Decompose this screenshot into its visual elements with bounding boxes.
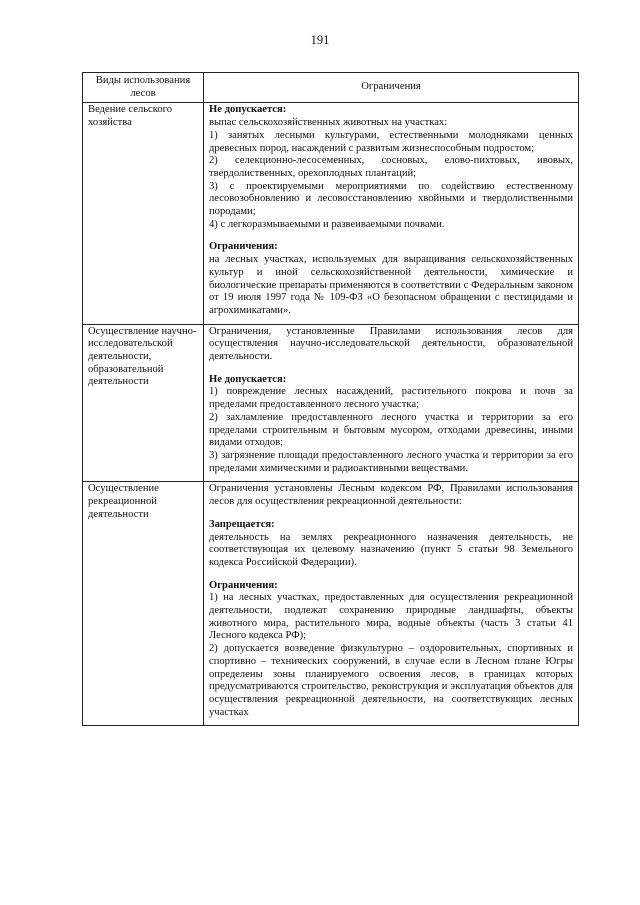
restrictions-cell	[204, 324, 579, 482]
table-row-recreation	[83, 482, 579, 726]
block-line: 2) допускается возведение физкультурно – оздоровительных, спортивных и спортивно – технических сооружений, в случае если в Лесном плане Югры определены зоны планируемого освоения лесов, в границах которых предусматриваются строительство, реконструкция и эксплуатация объектов для осуществления рекреационной деятельности, на соответствующих лесных участках	[209, 643, 573, 718]
use-cell: Осуществление рекреационной деятельности	[83, 482, 204, 726]
block-heading: Ограничения:	[209, 241, 278, 253]
block-line: 1) повреждение лесных насаждений, растительного покрова и почв за пределами предоставленного лесного участка;	[209, 386, 573, 411]
table-row-research	[83, 324, 579, 482]
block-line: 2) захламление предоставленного лесного участка и территории за его пределами строительным и бытовым мусором, отходами древесины, иными видами отходов;	[209, 411, 573, 449]
block-line: 1) на лесных участках, предоставленных для осуществления рекреационной деятельности, подлежат сохранению природные ландшафты, объекты животного мира, растительного мира, водные объекты (часть 3 статьи 41 Лесного кодекса РФ);	[209, 592, 573, 642]
block-heading: Не допускается:	[209, 373, 287, 385]
restrictions-cell	[204, 103, 579, 324]
restrictions-table	[82, 72, 579, 726]
use-cell: Осуществление научно-исследовательской деятельности, образовательной деятельности	[83, 324, 204, 482]
block-line: на лесных участках, используемых для выращивания сельскохозяйственных культур и иной сельскохозяйственной деятельности, химические и биологические препараты применяются в соответствии с Федеральным законом от 19 июля 1997 года № 109-ФЗ «О безопасном обращении с пестицидами и агрохимикатами».	[209, 254, 573, 316]
block-line: Ограничения, установленные Правилами использования лесов для осуществления научно-исследовательской деятельности, образовательной деятельности.	[209, 325, 573, 363]
block-line: 3) загрязнение площади предоставленного лесного участка и территории за его пределами химическими и радиоактивными веществами.	[209, 449, 573, 474]
column-header-restrictions: Ограничения	[204, 73, 579, 103]
table-header-row	[83, 73, 579, 103]
block-line: 1) занятых лесными культурами, естественными молодняками ценных древесных пород, насаждений с развитым жизнеспособным подростом;	[209, 129, 573, 154]
block-line: 3) с проектируемыми мероприятиями по содействию естественному лесовозобновлению и лесовосстановлению хвойными и твердолиственными породами;	[209, 180, 573, 218]
use-cell: Ведение сельского хозяйства	[83, 103, 204, 324]
block-line: 4) с легкоразмываемыми и развеиваемыми почвами.	[209, 218, 445, 230]
table-row-agriculture	[83, 103, 579, 324]
page-number: 191	[310, 33, 330, 47]
column-header-uses: Виды использования лесов	[83, 73, 204, 103]
restrictions-cell	[204, 482, 579, 726]
block-line: Ограничения установлены Лесным кодексом РФ, Правилами использования лесов для осуществления рекреационной деятельности:	[209, 483, 573, 508]
block-line: 2) селекционно-лесосеменных, сосновых, елово-пихтовых, ивовых, твердолиственных, орехоплодных плантаций;	[209, 155, 573, 179]
block-heading: Запрещается:	[209, 518, 275, 530]
block-line: выпас сельскохозяйственных животных на участках:	[209, 117, 448, 129]
block-heading: Не допускается:	[209, 104, 287, 116]
block-heading: Ограничения:	[209, 579, 278, 591]
block-line: деятельность на землях рекреационного назначения деятельность, не соответствующая их целевому назначению (пункт 5 статьи 98 Земельного кодекса Российской Федерации).	[209, 531, 573, 568]
